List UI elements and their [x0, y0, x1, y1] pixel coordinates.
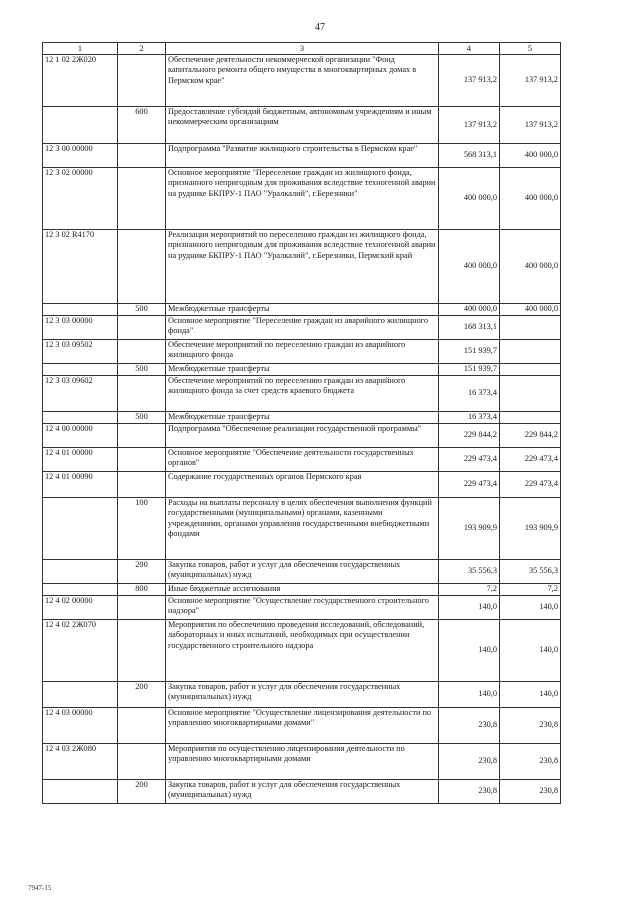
table-row	[43, 596, 561, 620]
expense-type-code: 800	[118, 584, 166, 596]
amount-col4: 140,0	[439, 596, 500, 620]
row-code	[43, 584, 118, 596]
amount-col4: 229 844,2	[439, 424, 500, 448]
table-row	[43, 144, 561, 168]
column-number: 5	[500, 43, 561, 55]
expense-type-code	[118, 168, 166, 230]
amount-col5: 140,0	[500, 596, 561, 620]
expense-type-code	[118, 424, 166, 448]
amount-col5: 400 000,0	[500, 144, 561, 168]
amount-col5: 140,0	[500, 682, 561, 708]
amount-col4: 230,8	[439, 744, 500, 780]
row-code: 12 3 03 00000	[43, 316, 118, 340]
amount-col4: 168 313,1	[439, 316, 500, 340]
amount-col4: 568 313,1	[439, 144, 500, 168]
amount-col5: 400 000,0	[500, 168, 561, 230]
row-code	[43, 498, 118, 560]
amount-col4: 140,0	[439, 682, 500, 708]
row-description: Межбюджетные трансферты	[166, 304, 439, 316]
expense-type-code	[118, 340, 166, 364]
expense-type-code	[118, 620, 166, 682]
row-description: Мероприятия по обеспечению проведения исследований, обследований, лабораторных и иных испытаний, необходимых при осуществлении государственного строительного надзора	[166, 620, 439, 682]
row-description: Обеспечение деятельности некоммерческой организации "Фонд капитального ремонта общего имущества в многоквартирных домах в Пермском крае"	[166, 55, 439, 107]
table-row	[43, 230, 561, 304]
page-number: 47	[315, 22, 325, 33]
expense-type-code	[118, 316, 166, 340]
row-code: 12 4 02 2Ж070	[43, 620, 118, 682]
amount-col4: 193 909,9	[439, 498, 500, 560]
expense-type-code	[118, 55, 166, 107]
row-description: Подпрограмма "Обеспечение реализации государственной программы"	[166, 424, 439, 448]
expense-type-code	[118, 472, 166, 498]
row-code: 12 3 00 00000	[43, 144, 118, 168]
table-row	[43, 560, 561, 584]
row-description: Расходы на выплаты персоналу в целях обеспечения выполнения функций государственными (муниципальными) органами, казенными учреждениями, органами управления государственными внебюджетными фондами	[166, 498, 439, 560]
row-description: Основное мероприятие "Переселение граждан из аварийного жилищного фонда"	[166, 316, 439, 340]
amount-col5	[500, 412, 561, 424]
amount-col5: 35 556,3	[500, 560, 561, 584]
expense-type-code: 600	[118, 107, 166, 144]
budget-table	[42, 42, 561, 804]
amount-col5: 193 909,9	[500, 498, 561, 560]
row-code: 12 1 02 2Ж020	[43, 55, 118, 107]
row-code: 12 4 01 00090	[43, 472, 118, 498]
amount-col4: 151 939,7	[439, 340, 500, 364]
amount-col5: 230,8	[500, 708, 561, 744]
expense-type-code	[118, 144, 166, 168]
row-code	[43, 780, 118, 804]
row-code: 12 4 01 00000	[43, 448, 118, 472]
amount-col5: 229 473,4	[500, 472, 561, 498]
amount-col5: 140,0	[500, 620, 561, 682]
amount-col5	[500, 376, 561, 412]
column-number: 2	[118, 43, 166, 55]
expense-type-code	[118, 230, 166, 304]
table-row	[43, 424, 561, 448]
row-description: Закупка товаров, работ и услуг для обеспечения государственных (муниципальных) нужд	[166, 560, 439, 584]
row-code	[43, 412, 118, 424]
table-row	[43, 584, 561, 596]
amount-col4: 229 473,4	[439, 472, 500, 498]
row-code	[43, 364, 118, 376]
expense-type-code: 200	[118, 560, 166, 584]
amount-col5	[500, 316, 561, 340]
row-description: Обеспечение мероприятий по переселению граждан из аварийного жилищного фонда за счет средств краевого бюджета	[166, 376, 439, 412]
row-code: 12 3 03 09602	[43, 376, 118, 412]
amount-col4: 140,0	[439, 620, 500, 682]
amount-col4: 400 000,0	[439, 304, 500, 316]
amount-col4: 137 913,2	[439, 107, 500, 144]
table-row	[43, 620, 561, 682]
amount-col4: 400 000,0	[439, 168, 500, 230]
row-description: Закупка товаров, работ и услуг для обеспечения государственных (муниципальных) нужд	[166, 682, 439, 708]
amount-col5: 229 844,2	[500, 424, 561, 448]
amount-col5	[500, 340, 561, 364]
amount-col4: 151 939,7	[439, 364, 500, 376]
row-description: Основное мероприятие "Осуществление государственного строительного надзора"	[166, 596, 439, 620]
expense-type-code	[118, 448, 166, 472]
amount-col5	[500, 364, 561, 376]
expense-type-code: 200	[118, 682, 166, 708]
table-row	[43, 498, 561, 560]
row-code: 12 4 00 00000	[43, 424, 118, 448]
row-code	[43, 560, 118, 584]
row-code	[43, 304, 118, 316]
table-row	[43, 304, 561, 316]
row-description: Подпрограмма "Развитие жилищного строительства в Пермском крае"	[166, 144, 439, 168]
table-row	[43, 744, 561, 780]
table-row	[43, 682, 561, 708]
footer-code: 7947-15	[28, 884, 52, 892]
expense-type-code	[118, 708, 166, 744]
row-description: Иные бюджетные ассигнования	[166, 584, 439, 596]
row-description: Основное мероприятие "Переселение граждан из жилищного фонда, признанного непригодным для проживания вследствие техногенной аварии на руднике БКПРУ-1 ПАО "Уралкалий", г.Березники"	[166, 168, 439, 230]
expense-type-code: 500	[118, 412, 166, 424]
table-row	[43, 412, 561, 424]
amount-col4: 400 000,0	[439, 230, 500, 304]
row-code: 12 3 02 R4170	[43, 230, 118, 304]
row-description: Основное мероприятие "Осуществление лицензирования деятельности по управлению многоквартирными домами"	[166, 708, 439, 744]
row-description: Закупка товаров, работ и услуг для обеспечения государственных (муниципальных) нужд	[166, 780, 439, 804]
amount-col5: 400 000,0	[500, 230, 561, 304]
table-row	[43, 780, 561, 804]
amount-col5: 137 913,2	[500, 107, 561, 144]
row-description: Предоставление субсидий бюджетным, автономным учреждениям и иным некоммерческим организациям	[166, 107, 439, 144]
table-row	[43, 376, 561, 412]
row-code	[43, 682, 118, 708]
row-description: Межбюджетные трансферты	[166, 364, 439, 376]
amount-col4: 230,8	[439, 780, 500, 804]
table-row	[43, 708, 561, 744]
expense-type-code: 100	[118, 498, 166, 560]
amount-col4: 16 373,4	[439, 412, 500, 424]
row-code: 12 4 03 00000	[43, 708, 118, 744]
table-row	[43, 168, 561, 230]
table-row	[43, 448, 561, 472]
expense-type-code	[118, 376, 166, 412]
amount-col5: 230,8	[500, 780, 561, 804]
row-code: 12 3 03 09502	[43, 340, 118, 364]
amount-col5: 7,2	[500, 584, 561, 596]
table-row	[43, 107, 561, 144]
row-code: 12 3 02 00000	[43, 168, 118, 230]
amount-col5: 137 913,2	[500, 55, 561, 107]
amount-col4: 137 913,2	[439, 55, 500, 107]
row-description: Реализация мероприятий по переселению граждан из жилищного фонда, признанного непригодным для проживания вследствие техногенной аварии на руднике БКПРУ-1 ПАО "Уралкалий", г.Березники, Пермский край	[166, 230, 439, 304]
row-code	[43, 107, 118, 144]
amount-col4: 230,8	[439, 708, 500, 744]
expense-type-code: 500	[118, 304, 166, 316]
row-description: Основное мероприятие "Обеспечение деятельности государственных органов"	[166, 448, 439, 472]
row-code: 12 4 02 00000	[43, 596, 118, 620]
amount-col5: 230,8	[500, 744, 561, 780]
expense-type-code: 200	[118, 780, 166, 804]
amount-col4: 229 473,4	[439, 448, 500, 472]
table-row	[43, 472, 561, 498]
row-description: Обеспечение мероприятий по переселению граждан из аварийного жилищного фонда	[166, 340, 439, 364]
amount-col5: 400 000,0	[500, 304, 561, 316]
table-row	[43, 316, 561, 340]
table-row	[43, 340, 561, 364]
amount-col4: 35 556,3	[439, 560, 500, 584]
table-row	[43, 55, 561, 107]
expense-type-code	[118, 744, 166, 780]
expense-type-code: 500	[118, 364, 166, 376]
column-number: 3	[166, 43, 439, 55]
column-number: 4	[439, 43, 500, 55]
expense-type-code	[118, 596, 166, 620]
row-description: Мероприятия по осуществлению лицензирования деятельности по управлению многоквартирными домами	[166, 744, 439, 780]
row-description: Межбюджетные трансферты	[166, 412, 439, 424]
row-description: Содержание государственных органов Пермского края	[166, 472, 439, 498]
column-number: 1	[43, 43, 118, 55]
row-code: 12 4 03 2Ж080	[43, 744, 118, 780]
amount-col4: 16 373,4	[439, 376, 500, 412]
amount-col4: 7,2	[439, 584, 500, 596]
amount-col5: 229 473,4	[500, 448, 561, 472]
table-row	[43, 364, 561, 376]
column-number-row	[43, 43, 561, 55]
